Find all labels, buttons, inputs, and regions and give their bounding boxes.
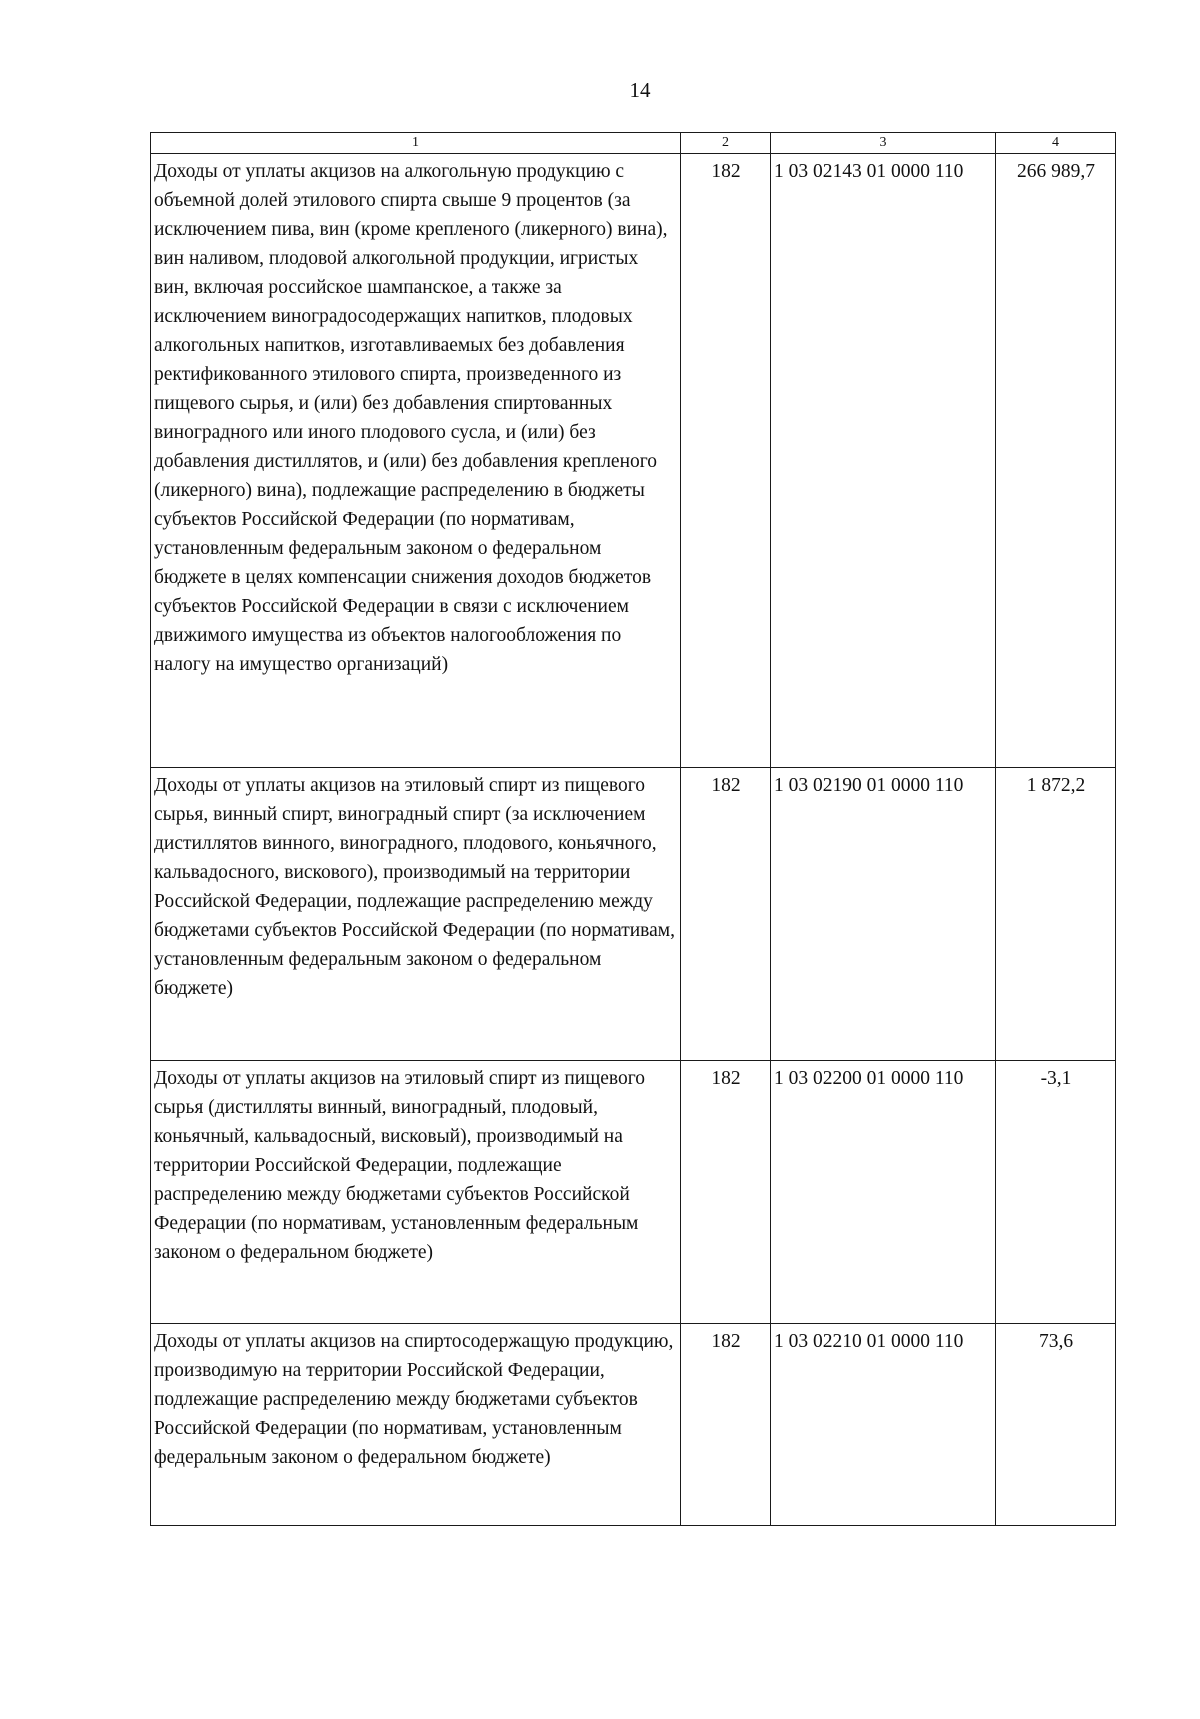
column-header-3: 3 [771,133,996,154]
table-row [151,1324,1116,1526]
table-header [151,133,1116,154]
table-row [151,154,1116,768]
amount-value: 266 989,7 [996,154,1116,768]
column-header-4: 4 [996,133,1116,154]
column-header-2: 2 [681,133,771,154]
classification-code: 1 03 02143 01 0000 110 [771,154,996,768]
classification-code: 1 03 02200 01 0000 110 [771,1061,996,1324]
amount-value: -3,1 [996,1061,1116,1324]
header-row [151,133,1116,154]
amount-value: 1 872,2 [996,768,1116,1061]
table-body [151,154,1116,1526]
administrator-code: 182 [681,1324,771,1526]
administrator-code: 182 [681,154,771,768]
table-row [151,1061,1116,1324]
income-description: Доходы от уплаты акцизов на спиртосодержащую продукцию, производимую на территории Российской Федерации, подлежащие распределению между бюджетами субъектов Российской Федерации (по нормативам, установленным федеральным законом о федеральном бюджете) [151,1324,681,1526]
revenue-table-container [150,132,1116,1526]
amount-value: 73,6 [996,1324,1116,1526]
income-description: Доходы от уплаты акцизов на алкогольную продукцию с объемной долей этилового спирта свыше 9 процентов (за исключением пива, вин (кроме крепленого (ликерного) вина), вин наливом, плодовой алкогольной продукции, игристых вин, включая российское шампанское, а также за исключением виноградосодержащих напитков, плодовых алкогольных напитков, изготавливаемых без добавления ректификованного этилового спирта, произведенного из пищевого сырья, и (или) без добавления спиртованных виноградного или иного плодового сусла, и (или) без добавления дистиллятов, и (или) без добавления крепленого (ликерного) вина), подлежащие распределению в бюджеты субъектов Российской Федерации (по нормативам, установленным федеральным законом о федеральном бюджете в целях компенсации снижения доходов бюджетов субъектов Российской Федерации в связи с исключением движимого имущества из объектов налогообложения по налогу на имущество организаций) [151,154,681,768]
administrator-code: 182 [681,1061,771,1324]
table-row [151,768,1116,1061]
income-description: Доходы от уплаты акцизов на этиловый спирт из пищевого сырья (дистилляты винный, виноградный, плодовый, коньячный, кальвадосный, висковый), производимый на территории Российской Федерации, подлежащие распределению между бюджетами субъектов Российской Федерации (по нормативам, установленным федеральным законом о федеральном бюджете) [151,1061,681,1324]
administrator-code: 182 [681,768,771,1061]
page-number: 14 [629,78,651,102]
revenue-table [150,132,1116,1526]
classification-code: 1 03 02210 01 0000 110 [771,1324,996,1526]
column-header-1: 1 [151,133,681,154]
classification-code: 1 03 02190 01 0000 110 [771,768,996,1061]
income-description: Доходы от уплаты акцизов на этиловый спирт из пищевого сырья, винный спирт, виноградный спирт (за исключением дистиллятов винного, виноградного, плодового, коньячного, кальвадосного, вискового), производимый на территории Российской Федерации, подлежащие распределению между бюджетами субъектов Российской Федерации (по нормативам, установленным федеральным законом о федеральном бюджете) [151,768,681,1061]
